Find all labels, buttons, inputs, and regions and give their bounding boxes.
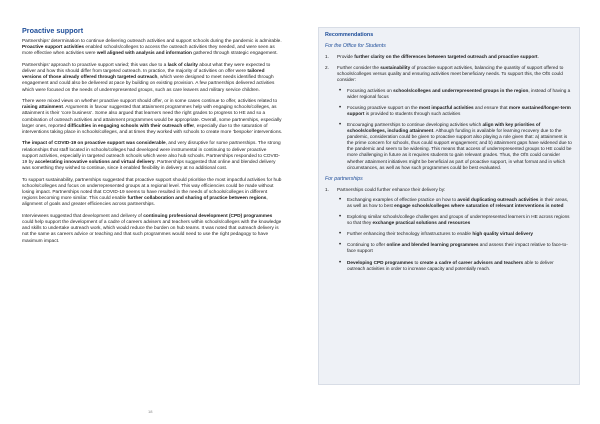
p1-text-e: gathered through strategic engagement.	[191, 51, 278, 57]
p1-bold-d: well aligned with analysis and information	[96, 51, 192, 57]
b1-bold-b: schools/colleges and underrepresented groups in the region	[393, 87, 529, 93]
paragraph-6	[22, 214, 283, 245]
paragraph-4	[22, 141, 283, 172]
recommendations-box	[318, 27, 580, 385]
recommendation-number: 2.	[325, 65, 329, 71]
bullet-item	[337, 122, 573, 171]
bullet-item	[337, 105, 573, 117]
paragraph-5	[22, 178, 283, 209]
p5-text-c: , alignment of goals and greater efficiencies across partnerships.	[22, 196, 268, 208]
bullet-item	[337, 197, 573, 209]
c3-text-a: Further enhancing their technology infrastructures to enable	[347, 231, 473, 237]
c1-bold-b: avoid duplicating outreach activities	[457, 196, 539, 202]
p5-text-a: To support sustainability, partnerships suggested that proactive support should prioritise the most impactful activities for hub schools/colleges and focus on underrepresented groups at a regional level. This way efficiencies could be made without losing impact. Partnerships noted that COVID-19 seems to have resulted in the needs of schools/colleges in different regions becoming more similar. This could enable	[22, 177, 282, 202]
r1-text-c: .	[537, 54, 539, 60]
p2-text-c: about what they were expected to deliver and how this should differ from targeted outreach. In practice, the majority of activities on offer were	[22, 62, 271, 74]
ofs-bullet-list	[337, 88, 573, 171]
p3-bold-d: difficulties in engaging schools with their outreach offer	[67, 123, 195, 129]
recommendation-number: 1.	[325, 186, 329, 192]
p6-text-c: could help support the development of a cadre of careers advisers and teachers within schools/colleges with the knowledge and skills to undertake outreach work, which would reduce the burden on hub teams. It was noted that outreach delivery is not the same as careers advice or teaching and that such programmes would need to use the right pedagogy to have maximum impact.	[22, 220, 282, 244]
r3-text-a: Partnerships could further enhance their delivery by:	[337, 186, 446, 192]
c1-bold-d: engage schools/colleges where saturation of relevant interventions is noted	[394, 202, 564, 208]
paragraph-1	[22, 39, 283, 58]
recommendation-2	[325, 65, 573, 170]
c1-text-a: Exchanging examples of effective practice on how to	[347, 196, 458, 202]
proactive-support-section	[22, 26, 283, 250]
paragraph-2	[22, 63, 283, 94]
p4-text-b: , and very disruptive for some partnerships. The strong relationships that staff located in schools/colleges had developed were instrumental in continuing to deliver proactive support activities, especially in targeted outreach schools which were also hub schools. Partnerships responded to COVID-19 by	[22, 141, 281, 166]
p2-bold-d: tailored versions of those already offered through targeted outreach	[22, 69, 265, 81]
c2-bold-b: exchange practical solutions and resources	[372, 220, 471, 226]
p3-text-a: There were mixed views on whether proactive support should offer, or in some cases continue to offer, activities related to	[22, 99, 278, 104]
b2-text-e: is provided to students through such activities	[364, 110, 461, 116]
r1-text-a: Provide	[337, 54, 355, 60]
p4-bold-a: The impact of COVID-19 on proactive support was considerable	[22, 141, 166, 147]
b2-text-c: and ensure that	[473, 104, 509, 110]
p4-text-d: . Partnerships suggested that online and blended delivery was something they wished to continue, since it enabled flexibility in delivery at no additional cost.	[22, 160, 276, 172]
right-page	[300, 0, 600, 424]
partnership-bullet-list	[337, 197, 573, 272]
b3-bold-b: align with key priorities of schools/colleges, including attainment	[347, 121, 541, 134]
p3-text-e: , especially due to the saturation of interventions taking place in schools/colleges, and at times they worked with schools to create more ‘bespoke’ interventions.	[22, 123, 283, 136]
b2-bold-b: most impactful activities	[418, 104, 474, 110]
c5-text-b: to	[413, 259, 420, 265]
b2-bold-d: more sustained/longer-term support	[347, 104, 571, 116]
paragraph-3	[22, 99, 283, 136]
p1-bold-b: Proactive support activities	[22, 45, 85, 51]
p3-bold-b: raising attainment	[22, 105, 63, 111]
recommendation-number: 1.	[325, 54, 329, 60]
r2-text-c: of proactive support activities, balancing the quantity of support offered to schools/colleges versus quality and ensuring activities meet beneficiary needs. To support this, the OfS could consider:	[337, 65, 564, 83]
b2-text-a: Focusing proactive support on the	[347, 104, 419, 110]
p4-bold-c: accelerating innovative solutions and virtual delivery	[34, 160, 155, 166]
c5-bold-c: create a cadre of career advisors and teachers	[419, 259, 524, 265]
r1-bold-b: further clarity on the differences between targeted outreach and proactive support	[354, 54, 538, 60]
subheading-partnerships: For partnerships	[325, 175, 363, 182]
recommendations-title: Recommendations	[325, 32, 374, 38]
b3-text-c: . Although funding is available for learning recovery due to the pandemic, consideration could be given to proactive support also playing a role given that: a) attainment is the prime concern for schools, thus could support engagement; and b) attainment gaps have widened due to the pandemic and seem to be widening. This means that access of underrepresented groups to HE could be more challenging in future as it requires students to gain relevant grades. Thus, the OfS could consider whether attainment initiatives might be beneficial as part of proactive support, in what format and in which circumstances, as well as how such programmes could be best evaluated.	[347, 128, 572, 170]
c4-bold-b: online and blended learning programmes	[386, 242, 479, 248]
bullet-item	[337, 231, 573, 237]
p6-bold-b: continuing professional development (CPD) programmes	[143, 213, 273, 219]
c4-text-a: Continuing to offer	[347, 242, 387, 248]
p3-text-c: . Arguments in favour suggested that attainment programmes help with engaging schools/colleges, as attainment is their ‘core business’. Some also argued that learners need the right grades to progress to HE and so a combination of outreach activities and attainment programmes would be appropriate. Overall, some partnerships, especially larger ones, reported	[22, 105, 282, 129]
section-heading: Proactive support	[22, 26, 84, 35]
partnership-recommendation-1	[325, 187, 573, 272]
subheading-ofs: For the Office for Students	[325, 43, 386, 50]
r2-text-a: Further consider the	[337, 65, 381, 71]
page-number-left: 18	[148, 409, 153, 414]
p2-text-a: Partnerships’ approach to proactive support varied; this was due to a	[22, 62, 168, 68]
c5-text-d: able to deliver outreach activities in order to increase capacity and potentially reach.	[347, 259, 554, 271]
r2-bold-b: sustainability	[380, 65, 411, 71]
p5-bold-b: further collaboration and sharing of practice between regions	[127, 196, 267, 202]
bullet-item	[337, 260, 573, 272]
b3-text-a: Encouraging partnerships to continue developing activities which	[347, 121, 483, 127]
p1-text-c: enabled schools/colleges to access the outreach activities they needed, and were seen as more effective when activities were	[22, 45, 275, 57]
c5-bold-a: Developing CPD programmes	[347, 259, 414, 265]
recommendation-1	[325, 54, 573, 60]
c1-text-c: in their areas, as well as how to best	[347, 196, 569, 208]
bullet-item	[337, 88, 573, 100]
p6-text-a: Interviewees suggested that development and delivery of	[22, 213, 144, 219]
b1-text-c: , instead of having a wider regional focus	[347, 87, 571, 99]
c2-text-a: Exploring similar schools/college challenges and groups of underrepresented learners in HE across regions so that they	[347, 214, 570, 226]
bullet-item	[337, 214, 573, 226]
p2-bold-b: lack of clarity	[167, 62, 198, 68]
c3-bold-b: high quality virtual delivery	[472, 231, 534, 237]
p1-text-a: Partnerships’ determination to continue delivering outreach activities and support schools during the pandemic is admirable.	[22, 39, 282, 44]
bullet-item	[337, 242, 573, 254]
c4-text-c: and assess their impact relative to face-to-face support	[347, 242, 568, 254]
b1-text-a: Focusing activities on	[347, 87, 394, 93]
p2-text-e: , which were designed to meet needs identified through engagement and could also be delivered at pace by building on existing provision. A few partnerships delivered activities which were focused on the needs of underrepresented groups, such as care leavers and military service children.	[22, 75, 275, 93]
